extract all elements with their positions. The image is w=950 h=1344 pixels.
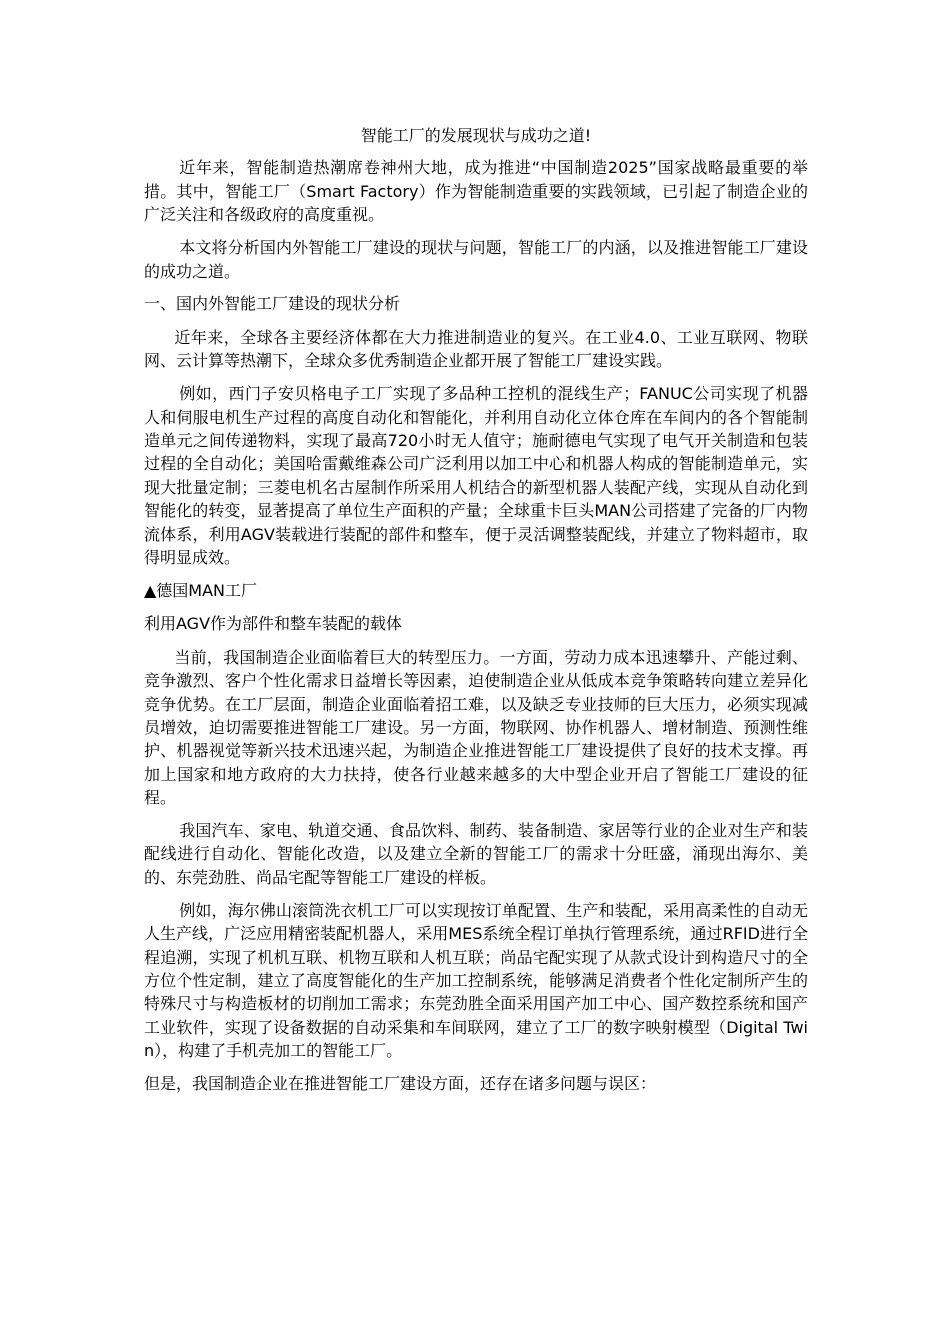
document-title: 智能工厂的发展现状与成功之道!: [360, 126, 592, 145]
outline-paragraph: 本文将分析国内外智能工厂建设的现状与问题，智能工厂的内涵，以及推进智能工厂建设的成功之道。: [144, 238, 808, 281]
problems-intro-paragraph: 但是，我国制造企业在推进智能工厂建设方面，还存在诸多问题与误区：: [144, 1074, 657, 1094]
domestic-industries-paragraph: 我国汽车、家电、轨道交通、食品饮料、制药、装备制造、家居等行业的企业对生产和装配线进行自动化、智能化改造，以及建立全新的智能工厂的需求十分旺盛，涌现出海尔、美的、东莞劲胜、尚品宅配等智能工厂建设的样板。: [144, 821, 808, 887]
image-caption-subtitle: 利用AGV作为部件和整车装配的载体: [144, 614, 403, 634]
intro-paragraph: 近年来，智能制造热潮席卷神州大地，成为推进“中国制造2025”国家战略最重要的举措。其中，智能工厂（Smart Factory）作为智能制造重要的实践领域，已引起了制造企业的广泛关注和各级政府的高度重视。: [144, 158, 808, 225]
document-body: [144, 124, 808, 1106]
global-status-paragraph: 近年来，全球各主要经济体都在大力推进制造业的复兴。在工业4.0、工业互联网、物联网、云计算等热潮下，全球众多优秀制造企业都开展了智能工厂建设实践。: [144, 327, 808, 371]
domestic-examples-paragraph: 例如，海尔佛山滚筒洗衣机工厂可以实现按订单配置、生产和装配，采用高柔性的自动无人生产线，广泛应用精密装配机器人，采用MES系统全程订单执行管理系统，通过RFID进行全程追溯，实现了机机互联、机物互联和人机互联；尚品宅配实现了从款式设计到构造尺寸的全方位个性定制，建立了高度智能化的生产加工控制系统，能够满足消费者个性化定制所产生的特殊尺寸与构造板材的切削加工需求；东莞劲胜全面采用国产加工中心、国产数控系统和国产工业软件，实现了设备数据的自动采集和车间联网，建立了工厂的数字映射模型（Digital Twin），构建了手机壳加工的智能工厂。: [144, 900, 808, 1061]
image-caption-title: ▲德国MAN工厂: [144, 580, 258, 600]
foreign-examples-paragraph: 例如，西门子安贝格电子工厂实现了多品种工控机的混线生产；FANUC公司实现了机器人和伺服电机生产过程的高度自动化和智能化，并利用自动化立体仓库在车间内的各个智能制造单元之间传递物料，实现了最高720小时无人值守；施耐德电气实现了电气开关制造和包装过程的全自动化；美国哈雷戴维森公司广泛利用以加工中心和机器人构成的智能制造单元，实现大批量定制；三菱电机名古屋制作所采用人机结合的新型机器人装配产线，实现从自动化到智能化的转变，显著提高了单位生产面积的产量；全球重卡巨头MAN公司搭建了完备的厂内物流体系，利用AGV装载进行装配的部件和整车，便于灵活调整装配线，并建立了物料超市，取得明显成效。: [144, 384, 808, 567]
section-heading: 一、国内外智能工厂建设的现状分析: [144, 294, 401, 314]
domestic-pressure-paragraph: 当前，我国制造企业面临着巨大的转型压力。一方面，劳动力成本迅速攀升、产能过剩、竞争激烈、客户个性化需求日益增长等因素，迫使制造企业从低成本竞争策略转向建立差异化竞争优势。在工厂层面，制造企业面临着招工难，以及缺乏专业技师的巨大压力，必须实现减员增效，迫切需要推进智能工厂建设。另一方面，物联网、协作机器人、增材制造、预测性维护、机器视觉等新兴技术迅速兴起，为制造企业推进智能工厂建设提供了良好的技术支撑。再加上国家和地方政府的大力扶持，使各行业越来越多的大中型企业开启了智能工厂建设的征程。: [144, 647, 808, 808]
